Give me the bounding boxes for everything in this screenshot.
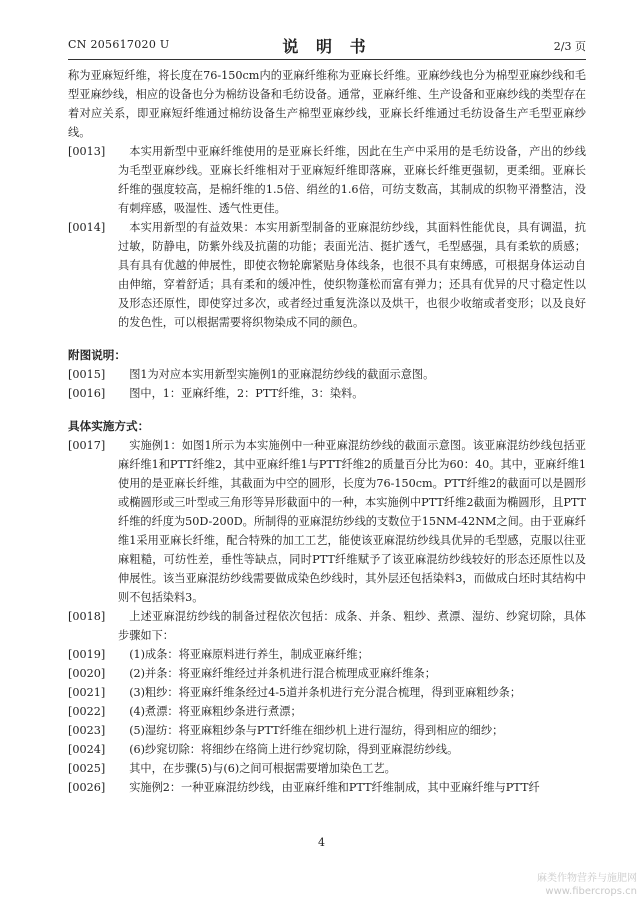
numbered-paragraph (68, 607, 586, 645)
page-header (68, 34, 586, 56)
paragraph-number: [0024] (68, 743, 106, 756)
document-title: 说 明 书 (282, 37, 372, 56)
paragraph-number: [0016] (68, 387, 106, 400)
numbered-paragraph (68, 436, 586, 607)
watermark (537, 872, 637, 898)
paragraph-text: 其中，在步骤(5)与(6)之间可根据需要增加染色工艺。 (129, 762, 396, 775)
paragraph-text: 图1为对应本实用新型实施例1的亚麻混纺纱线的截面示意图。 (129, 368, 435, 381)
paragraph-text: (5)湿纺：将亚麻粗纱条与PTT纤维在细纱机上进行湿纺，得到相应的细纱； (129, 724, 504, 737)
page-number: 4 (318, 836, 325, 849)
paragraph-text: 本实用新型的有益效果：本实用新型制备的亚麻混纺纱线，其面料性能优良，具有调温，抗过敏，防静电，防紫外线及抗菌的功能；表面光洁、挺扩透气，毛型感强，具有柔软的质感；具有具有优越的伸展性，即使衣物轮廓紧贴身体线条，也很不具有束缚感，可根据身体运动自由伸缩，穿着舒适；具有柔和的缓冲性，使织物蓬松而富有弹力；还具有优异的尺寸稳定性以及形态还原性，即使穿过多次，或者经过重复洗涤以及烘干，也很少收缩或者变形；以及良好的发色性，可以根据需要将织物染成不同的颜色。 (118, 221, 586, 329)
paragraph-text: (3)粗纱：将亚麻纤维条经过4-5道并条机进行充分混合梳理，得到亚麻粗纱条； (129, 686, 522, 699)
paragraph-number: [0013] (68, 145, 106, 158)
paragraph-number: [0018] (68, 610, 106, 623)
page-indicator: 2/3 页 (553, 40, 586, 53)
numbered-paragraph (68, 683, 586, 702)
paragraph-text: (4)煮漂：将亚麻粗纱条进行煮漂； (129, 705, 302, 718)
paragraph-number: [0021] (68, 686, 106, 699)
numbered-paragraph (68, 740, 586, 759)
numbered-paragraph (68, 645, 586, 664)
numbered-paragraph (68, 759, 586, 778)
paragraph-number: [0017] (68, 439, 106, 452)
paragraph-number: [0022] (68, 705, 106, 718)
section-heading-embodiments: 具体实施方式： (68, 419, 150, 433)
numbered-paragraph (68, 702, 586, 721)
numbered-paragraph (68, 142, 586, 218)
paragraph-text: 本实用新型中亚麻纤维使用的是亚麻长纤维，因此在生产中采用的是毛纺设备，产出的纱线为毛型亚麻纱线。亚麻长纤维相对于亚麻短纤维即落麻，亚麻长纤维更强韧，更柔细。亚麻长纤维的强度较高，是棉纤维的1.5倍、绢丝的1.6倍，可纺支数高，其制成的织物平滑整洁，没有刺痒感，吸湿性、透气性更佳。 (118, 145, 586, 215)
numbered-paragraph (68, 384, 586, 403)
paragraph-text: (6)纱窕切除：将细纱在络筒上进行纱窕切除，得到亚麻混纺纱线。 (129, 743, 459, 756)
numbered-paragraph (68, 218, 586, 332)
paragraph-number: [0025] (68, 762, 106, 775)
paragraph-text: (2)并条：将亚麻纤维经过并条机进行混合梳理成亚麻纤维条； (129, 667, 436, 680)
paragraph-text: 实施例2：一种亚麻混纺纱线，由亚麻纤维和PTT纤维制成，其中亚麻纤维与PTT纤 (129, 781, 540, 794)
watermark-title: 麻类作物营养与施肥网 (537, 873, 637, 884)
numbered-paragraph (68, 778, 586, 797)
watermark-url: www.fibercrops.cn (545, 886, 637, 897)
section-heading-figures: 附图说明： (68, 348, 126, 362)
paragraph-text: (1)成条：将亚麻原料进行养生，制成亚麻纤维； (129, 648, 369, 661)
numbered-paragraph (68, 365, 586, 384)
paragraph-number: [0019] (68, 648, 106, 661)
paragraph-number: [0015] (68, 368, 106, 381)
paragraph-number: [0026] (68, 781, 106, 794)
paragraph-number: [0014] (68, 221, 106, 234)
paragraph-text: 上述亚麻混纺纱线的制备过程依次包括：成条、并条、粗纱、煮漂、湿纺、纱窕切除，具体步骤如下： (118, 610, 586, 642)
numbered-paragraph (68, 721, 586, 740)
paragraph-text: 实施例1：如图1所示为本实施例中一种亚麻混纺纱线的截面示意图。该亚麻混纺纱线包括亚麻纤维1和PTT纤维2，其中亚麻纤维1与PTT纤维2的质量百分比为60：40。其中，亚麻纤维1使用的是亚麻长纤维，其截面为中空的圆形，长度为76-150cm。PTT纤维2的截面可以是圆形或椭圆形或三叶型或三角形等异形截面中的一种，本实施例中PTT纤维2截面为椭圆形，且PTT纤维的纤度为50D-200D。所制得的亚麻混纺纱线的支数位于15NM-42NM之间。由于亚麻纤维1采用亚麻长纤维，配合特殊的加工工艺，能使该亚麻混纺纱线具优异的毛型感，克服以往亚麻粗糙，可纺性差，垂性等缺点，同时PTT纤维赋予了该亚麻混纺纱线较好的形态还原性以及伸展性。该当亚麻混纺纱线需要做成染色纱线时，其外层还包括染料3，而做成白坯时其结构中则不包括染料3。 (118, 439, 586, 604)
intro-paragraph: 称为亚麻短纤维，将长度在76-150cm内的亚麻纤维称为亚麻长纤维。亚麻纱线也分为棉型亚麻纱线和毛型亚麻纱线，相应的设备也分为棉纺设备和毛纺设备。通常，亚麻纤维、生产设备和亚麻纱线的类型存在着对应关系，即亚麻短纤维通过棉纺设备生产棉型亚麻纱线，亚麻长纤维通过毛纺设备生产毛型亚麻纱线。 (68, 69, 586, 139)
paragraph-number: [0020] (68, 667, 106, 680)
paragraph-number: [0023] (68, 724, 106, 737)
header-rule (68, 59, 586, 60)
paragraph-text: 图中，1：亚麻纤维，2：PTT纤维，3：染料。 (129, 387, 364, 400)
document-body (68, 66, 586, 797)
document-number: CN 205617020 U (68, 38, 170, 51)
numbered-paragraph (68, 664, 586, 683)
